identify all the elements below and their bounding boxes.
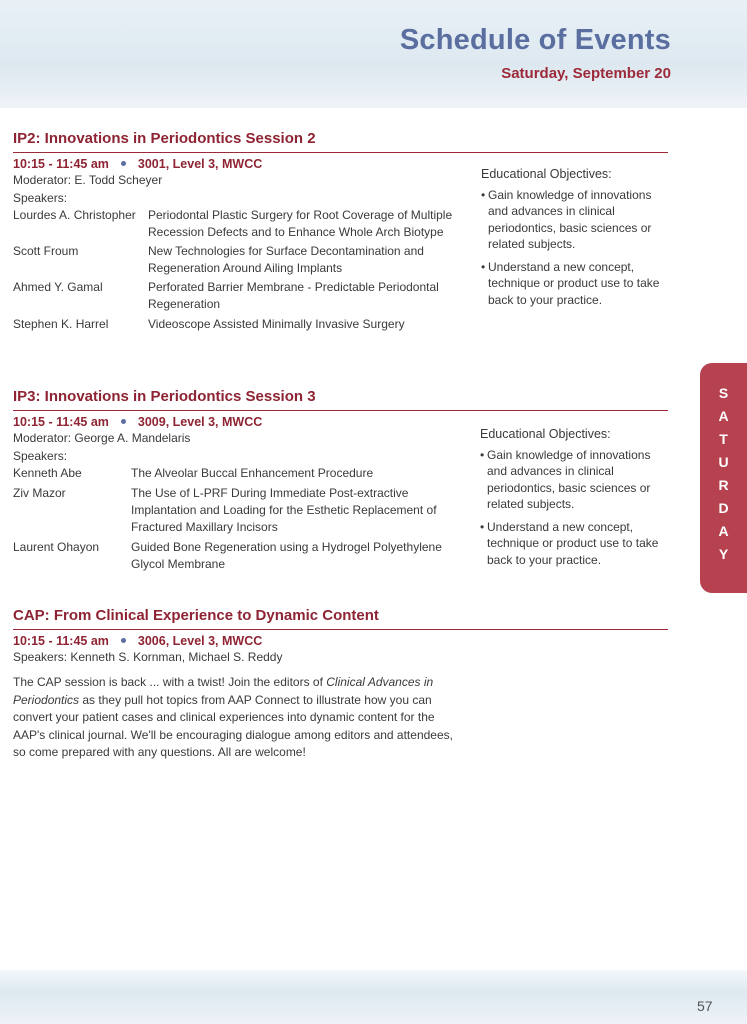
session-room: 3001, Level 3, MWCC bbox=[137, 157, 263, 171]
educational-objectives bbox=[481, 166, 671, 314]
page-title: Schedule of Events bbox=[399, 24, 671, 56]
tab-letter: A bbox=[718, 408, 729, 424]
saturday-tab bbox=[700, 363, 747, 593]
session-time: 10:15 - 11:45 am bbox=[13, 157, 109, 171]
session-description: The CAP session is back ... with a twist! Join the editors of Clinical Advances in Periodontics as they pull hot topics from AAP Connect to illustrate how you can convert your patient cases and clinical experiences into dynamic content for the AAP's clinical journal. We'll be encouraging dialogue among editors and attendees, so come prepared with any questions. All are welcome! bbox=[13, 675, 453, 759]
session-room: 3006, Level 3, MWCC bbox=[137, 634, 263, 648]
objectives-title: Educational Objectives: bbox=[481, 167, 612, 181]
tab-letter: D bbox=[718, 500, 729, 516]
speaker-topic: Perforated Barrier Membrane - Predictable Periodontal Regeneration bbox=[148, 280, 439, 311]
speakers-label: Speakers: bbox=[13, 191, 68, 205]
session-title: IP2: Innovations in Periodontics Session 2 bbox=[13, 130, 668, 153]
speaker-name: Ahmed Y. Gamal bbox=[13, 280, 103, 294]
speaker-topic: New Technologies for Surface Decontamination and Regeneration Around Ailing Implants bbox=[148, 244, 424, 275]
objectives-title: Educational Objectives: bbox=[480, 427, 611, 441]
speaker-name: Ziv Mazor bbox=[13, 486, 66, 500]
session-title: IP3: Innovations in Periodontics Session 3 bbox=[13, 388, 668, 411]
speaker-name: Stephen K. Harrel bbox=[13, 317, 109, 331]
speaker-name: Laurent Ohayon bbox=[13, 540, 100, 554]
speakers-label: Speakers: bbox=[13, 449, 68, 463]
speaker-topic: The Alveolar Buccal Enhancement Procedure bbox=[131, 466, 374, 480]
footer-band bbox=[0, 970, 747, 1024]
tab-letter: A bbox=[718, 523, 729, 539]
session-meta bbox=[13, 634, 668, 648]
objective-item: • Understand a new concept, technique or product use to take back to your practice. bbox=[480, 519, 659, 567]
moderator: Moderator: E. Todd Scheyer bbox=[13, 173, 163, 187]
objective-item: • Understand a new concept, technique or product use to take back to your practice. bbox=[481, 259, 660, 307]
bullet-icon: • bbox=[481, 259, 486, 274]
tab-letter: T bbox=[719, 431, 728, 447]
page-number: 57 bbox=[697, 998, 713, 1014]
speaker-topic: The Use of L-PRF During Immediate Post-extractive Implantation and Loading for the Esthetic Replacement of Fractured Maxillary Incisors bbox=[131, 486, 437, 534]
bullet-icon: • bbox=[481, 187, 486, 202]
speaker-name: Kenneth Abe bbox=[13, 466, 82, 480]
bullet-dot-icon bbox=[121, 638, 126, 643]
session-time: 10:15 - 11:45 am bbox=[13, 634, 109, 648]
bullet-icon: • bbox=[480, 447, 485, 462]
speaker-topic: Videoscope Assisted Minimally Invasive Surgery bbox=[148, 317, 405, 331]
session-title: CAP: From Clinical Experience to Dynamic Content bbox=[13, 607, 668, 630]
page-date: Saturday, September 20 bbox=[501, 65, 671, 82]
speaker-name: Lourdes A. Christopher bbox=[13, 208, 136, 222]
session-room: 3009, Level 3, MWCC bbox=[137, 415, 263, 429]
speakers-line: Speakers: Kenneth S. Kornman, Michael S. Reddy bbox=[13, 650, 283, 664]
tab-letter: Y bbox=[718, 546, 729, 562]
session-time: 10:15 - 11:45 am bbox=[13, 415, 109, 429]
bullet-icon: • bbox=[480, 519, 485, 534]
speaker-topic: Guided Bone Regeneration using a Hydrogel Polyethylene Glycol Membrane bbox=[131, 540, 442, 571]
moderator: Moderator: George A. Mandelaris bbox=[13, 431, 191, 445]
speaker-topic: Periodontal Plastic Surgery for Root Coverage of Multiple Recession Defects and to Enhance Whole Arch Biotype bbox=[148, 208, 453, 239]
session-cap bbox=[13, 607, 668, 762]
speaker-row bbox=[13, 316, 668, 333]
educational-objectives bbox=[480, 426, 670, 574]
tab-letter: R bbox=[718, 477, 729, 493]
tab-letter: U bbox=[718, 454, 729, 470]
bullet-dot-icon bbox=[121, 419, 126, 424]
objective-item: • Gain knowledge of innovations and advances in clinical periodontics, basic sciences or related subjects. bbox=[481, 187, 652, 251]
tab-letter: S bbox=[718, 385, 729, 401]
bullet-dot-icon bbox=[121, 161, 126, 166]
objective-item: • Gain knowledge of innovations and advances in clinical periodontics, basic sciences or related subjects. bbox=[480, 447, 651, 511]
speaker-name: Scott Froum bbox=[13, 244, 79, 258]
